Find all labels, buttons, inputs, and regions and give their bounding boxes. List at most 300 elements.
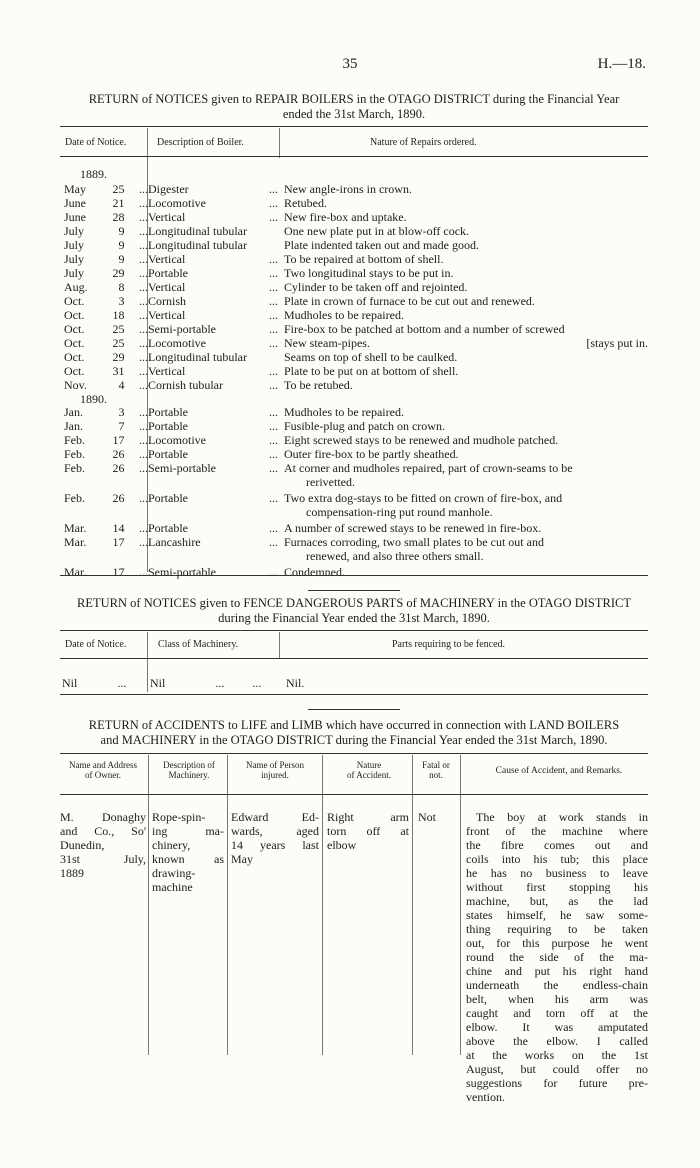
header-line: Description of: [163, 760, 215, 770]
rule-header: [60, 156, 648, 157]
repair-row: [64, 405, 648, 419]
ellipsis: ...: [139, 224, 149, 238]
ellipsis: ...: [117, 676, 127, 690]
text-line: and Co., So': [60, 824, 146, 838]
repair-text: Furnaces corroding, two small plates to be cut out and: [284, 535, 544, 549]
boiler-type: Vertical: [148, 252, 186, 266]
year-1890: 1890.: [80, 392, 107, 406]
text-line: drawing-: [152, 866, 196, 880]
repair-text: Eight screwed stays to be renewed and mudhole patched.: [284, 433, 559, 447]
notice-day: 3: [118, 294, 125, 308]
notice-day: 14: [112, 521, 125, 535]
boiler-type: Vertical: [148, 210, 186, 224]
ellipsis: ...: [269, 294, 278, 308]
notice-month: Feb.: [64, 491, 85, 505]
header-line: injured.: [261, 770, 289, 780]
repair-ordered: [280, 336, 648, 350]
boiler-type: Portable: [148, 266, 188, 280]
col-divider: [147, 632, 148, 692]
repair-row: [64, 433, 648, 447]
header-line: Machinery.: [168, 770, 210, 780]
repair-ordered: [280, 364, 648, 378]
section-separator: [308, 709, 400, 710]
notice-date: [64, 405, 148, 419]
boiler-description: [148, 196, 280, 210]
notice-date: [64, 461, 148, 489]
repair-row: [64, 294, 648, 308]
repair-ordered: [280, 521, 648, 535]
notice-date: [64, 565, 148, 579]
text-line: known as: [152, 852, 224, 866]
repair-ordered: [280, 491, 648, 519]
col-nature-header: Nature of Repairs ordered.: [370, 137, 477, 148]
ellipsis: ...: [139, 419, 149, 433]
repair-ordered: [280, 294, 648, 308]
notice-date: [64, 521, 148, 535]
boiler-type: Longitudinal tubular: [148, 350, 247, 364]
fence-col-class-header: Class of Machinery.: [158, 639, 239, 650]
repair-row: [64, 419, 648, 433]
text-line: states himself, he saw some-: [466, 908, 648, 922]
notice-date: [64, 491, 148, 519]
repair-ordered: [280, 322, 648, 336]
boiler-description: [148, 364, 280, 378]
acc-nature: [327, 810, 409, 852]
repair-ordered: [280, 266, 648, 280]
notice-month: Feb.: [64, 447, 85, 461]
repair-continuation: compensation-ring put round manhole.: [306, 505, 493, 519]
repair-continuation: renewed, and also three others small.: [306, 549, 484, 563]
notice-month: Jan.: [64, 419, 83, 433]
repair-text: Two longitudinal stays to be put in.: [284, 266, 454, 280]
col-desc-header: Description of Boiler.: [157, 137, 244, 148]
fence-parts: Nil.: [286, 676, 305, 690]
text-line: wards, aged: [231, 824, 319, 838]
ellipsis: ...: [139, 196, 149, 210]
col-divider: [227, 755, 228, 1055]
repair-text: Plate to be put on at bottom of shell.: [284, 364, 459, 378]
repair-row: [64, 521, 648, 535]
repair-title-line1: RETURN of NOTICES given to REPAIR BOILERS in the OTAGO DISTRICT during the Financial Year: [88, 92, 620, 106]
repair-table-body: [64, 167, 648, 579]
ellipsis: ...: [139, 447, 149, 461]
boiler-type: Digester: [148, 182, 189, 196]
notice-day: 28: [112, 210, 125, 224]
repair-ordered: [280, 210, 648, 224]
notice-day: 18: [112, 308, 125, 322]
repair-ordered: [280, 224, 648, 238]
boiler-description: [148, 224, 280, 238]
notice-month: July: [64, 224, 85, 238]
header-line: of Owner.: [85, 770, 121, 780]
text-line: The boy at work stands in: [476, 810, 648, 824]
notice-day: 21: [112, 196, 125, 210]
text-line: M. Donaghy: [60, 810, 146, 824]
repair-text: New steam-pipes.: [284, 336, 370, 350]
repair-row: [64, 378, 648, 392]
repair-text: Mudholes to be repaired.: [284, 308, 404, 322]
ellipsis: ...: [269, 336, 278, 350]
text-line: front of the machine where: [466, 824, 648, 838]
boiler-type: Semi-portable: [148, 461, 216, 475]
repair-text: Fusible-plug and patch on crown.: [284, 419, 445, 433]
repair-row: [64, 461, 648, 489]
notice-day: 9: [118, 252, 125, 266]
notice-day: 29: [112, 350, 125, 364]
ellipsis: ...: [139, 405, 149, 419]
text-line: Right arm: [327, 810, 409, 824]
boiler-type: Vertical: [148, 364, 186, 378]
boiler-description: [148, 447, 280, 461]
ellipsis: ...: [269, 182, 278, 196]
repair-row: [64, 350, 648, 364]
repair-row: [64, 252, 648, 266]
col-divider: [412, 755, 413, 1055]
repair-row: [64, 224, 648, 238]
fence-title-line2: during the Financial Year ended the 31st March, 1890.: [218, 611, 490, 625]
text-line: round the side of the ma-: [466, 950, 648, 964]
notice-day: 9: [118, 238, 125, 252]
notice-month: July: [64, 252, 85, 266]
repair-text: To be repaired at bottom of shell.: [284, 252, 444, 266]
notice-month: Jan.: [64, 405, 83, 419]
ellipsis: ...: [139, 182, 149, 196]
repair-text: At corner and mudholes repaired, part of crown-seams to be: [284, 461, 573, 475]
header-line: not.: [429, 770, 443, 780]
ellipsis: ...: [139, 433, 149, 447]
notice-date: [64, 308, 148, 322]
header-line: Fatal or: [422, 760, 450, 770]
notice-date: [64, 419, 148, 433]
notice-date: [64, 238, 148, 252]
accident-title-line1: RETURN of ACCIDENTS to LIFE and LIMB which have occurred in connection with LAND BOILERS: [88, 718, 620, 732]
repair-text: Plate indented taken out and made good.: [284, 238, 479, 252]
repair-row: [64, 322, 648, 336]
boiler-type: Locomotive: [148, 196, 206, 210]
accident-title-line2: and MACHINERY in the OTAGO DISTRICT during the Financial Year ended the 31st March, 1890.: [100, 733, 608, 747]
notice-date: [64, 182, 148, 196]
notice-month: Nov.: [64, 378, 87, 392]
notice-day: 3: [118, 405, 125, 419]
acc-cause: [466, 810, 648, 1104]
notice-date: [64, 433, 148, 447]
notice-day: 17: [112, 433, 125, 447]
ellipsis: ...: [269, 266, 278, 280]
notice-day: 26: [112, 491, 125, 505]
ellipsis: ...: [139, 378, 149, 392]
boiler-type: Semi-portable: [148, 322, 216, 336]
notice-date: [64, 378, 148, 392]
repair-row: [64, 565, 648, 579]
ellipsis: ...: [139, 350, 149, 364]
ellipsis: ...: [139, 491, 149, 505]
boiler-type: Vertical: [148, 280, 186, 294]
boiler-type: Portable: [148, 491, 188, 505]
boiler-type: Portable: [148, 521, 188, 535]
repair-ordered: [280, 280, 648, 294]
text-line: vention.: [466, 1090, 505, 1104]
notice-month: Oct.: [64, 322, 85, 336]
fence-class-cell: [150, 676, 261, 691]
repair-row: [64, 491, 648, 519]
repair-ordered: [280, 433, 648, 447]
notice-month: Feb.: [64, 461, 85, 475]
ellipsis: ...: [139, 238, 149, 252]
text-line: machine, but, as the lad: [466, 894, 648, 908]
boiler-type: Portable: [148, 405, 188, 419]
boiler-description: [148, 491, 280, 519]
text-line: above the elbow. I called: [466, 1034, 648, 1048]
repair-ordered: [280, 447, 648, 461]
ellipsis: ...: [139, 521, 149, 535]
repair-ordered: [280, 405, 648, 419]
ellipsis: ...: [269, 280, 278, 294]
page-number: 35: [342, 56, 358, 72]
rule-header: [60, 658, 648, 659]
notice-day: 7: [118, 419, 125, 433]
text-line: machine: [152, 880, 193, 894]
repair-tail: [stays put in.: [586, 336, 648, 350]
ellipsis: ...: [269, 308, 278, 322]
header-line: Name and Address: [69, 760, 137, 770]
boiler-description: [148, 308, 280, 322]
acc-col-nature-header: [324, 760, 414, 780]
boiler-description: [148, 336, 280, 350]
notice-month: Oct.: [64, 294, 85, 308]
repair-text: Mudholes to be repaired.: [284, 405, 404, 419]
text-line: without first stopping his: [466, 880, 648, 894]
fence-col-date-header: Date of Notice.: [65, 639, 127, 650]
boiler-type: Portable: [148, 447, 188, 461]
notice-month: Mar.: [64, 521, 87, 535]
repair-ordered: [280, 196, 648, 210]
notice-month: Oct.: [64, 336, 85, 350]
ellipsis: ...: [269, 535, 278, 549]
repair-ordered: [280, 535, 648, 563]
acc-fatal: Not: [418, 810, 436, 824]
repair-text: Condemned.: [284, 565, 345, 579]
fence-col-parts-header: Parts requiring to be fenced.: [392, 639, 506, 650]
notice-day: 29: [112, 266, 125, 280]
boiler-description: [148, 565, 280, 579]
text-line: Dunedin,: [60, 838, 105, 852]
text-line: 31st July,: [60, 852, 146, 866]
text-line: 1889: [60, 866, 84, 880]
notice-month: May: [64, 182, 86, 196]
repair-row: [64, 280, 648, 294]
acc-person: [231, 810, 319, 866]
ellipsis: ...: [139, 322, 149, 336]
ellipsis: ...: [269, 433, 278, 447]
text-line: 14 years last: [231, 838, 319, 852]
notice-date: [64, 350, 148, 364]
notice-day: 25: [112, 182, 125, 196]
boiler-type: Cornish: [148, 294, 187, 308]
col-divider: [279, 632, 280, 658]
acc-col-cause-header: Cause of Accident, and Remarks.: [495, 766, 623, 776]
fence-class: Nil: [150, 676, 166, 690]
repair-row: [64, 336, 648, 350]
notice-month: July: [64, 238, 85, 252]
ellipsis: ...: [139, 535, 149, 549]
col-date-header: Date of Notice.: [65, 137, 127, 148]
ellipsis: ...: [269, 565, 278, 579]
repair-ordered: [280, 182, 648, 196]
repair-text: Seams on top of shell to be caulked.: [284, 350, 458, 364]
boiler-type: Semi-portable: [148, 565, 216, 579]
acc-col-machinery-header: [150, 760, 228, 780]
ellipsis: ...: [139, 210, 149, 224]
repair-text: Retubed.: [284, 196, 327, 210]
notice-date: [64, 336, 148, 350]
notice-month: Mar.: [64, 535, 87, 549]
repair-text: Fire-box to be patched at bottom and a number of screwed: [284, 322, 565, 336]
notice-month: Oct.: [64, 350, 85, 364]
notice-month: Aug.: [64, 280, 88, 294]
boiler-description: [148, 210, 280, 224]
notice-date: [64, 322, 148, 336]
repair-ordered: [280, 378, 648, 392]
ellipsis: ...: [215, 676, 225, 690]
boiler-description: [148, 322, 280, 336]
repair-text: Two extra dog-stays to be fitted on crown of fire-box, and: [284, 491, 563, 505]
acc-col-person-header: [228, 760, 322, 780]
boiler-description: [148, 521, 280, 535]
rule-top: [60, 753, 648, 754]
notice-month: Oct.: [64, 364, 85, 378]
rule-bottom: [60, 575, 648, 576]
repair-row: [64, 238, 648, 252]
notice-day: 9: [118, 224, 125, 238]
text-line: torn off at: [327, 824, 409, 838]
col-divider: [148, 755, 149, 1055]
rule-top: [60, 630, 648, 631]
boiler-description: [148, 433, 280, 447]
header-line: of Accident.: [347, 770, 391, 780]
text-line: underneath the endless-chain: [466, 978, 648, 992]
text-line: at the works on the 1st: [466, 1048, 648, 1062]
text-line: out, for this purpose he went: [466, 936, 648, 950]
notice-date: [64, 364, 148, 378]
section-separator: [308, 590, 400, 591]
notice-day: 8: [118, 280, 125, 294]
repair-title-line2: ended the 31st March, 1890.: [282, 107, 426, 121]
text-line: the fibre comes out and: [466, 838, 648, 852]
fence-title-line1: RETURN of NOTICES given to FENCE DANGEROUS PARTS of MACHINERY in the OTAGO DISTRICT: [77, 596, 631, 610]
boiler-type: Locomotive: [148, 433, 206, 447]
notice-date: [64, 535, 148, 563]
notice-month: July: [64, 266, 85, 280]
repair-row: [64, 447, 648, 461]
ellipsis: ...: [269, 405, 278, 419]
ellipsis: ...: [269, 419, 278, 433]
repair-row: [64, 364, 648, 378]
notice-month: June: [64, 210, 86, 224]
boiler-type: Portable: [148, 419, 188, 433]
repair-row: [64, 182, 648, 196]
text-line: he has no business to leave: [466, 866, 648, 880]
repair-text: One new plate put in at blow-off cock.: [284, 224, 470, 238]
text-line: suggestions for future pre-: [466, 1076, 648, 1090]
boiler-description: [148, 378, 280, 392]
repair-row: [64, 308, 648, 322]
boiler-description: [148, 238, 280, 252]
notice-day: 25: [112, 336, 125, 350]
notice-day: 25: [112, 322, 125, 336]
notice-date: [64, 224, 148, 238]
col-divider: [460, 755, 461, 1055]
boiler-type: Locomotive: [148, 336, 206, 350]
rule-top: [60, 126, 648, 127]
header-line: Name of Person: [246, 760, 304, 770]
ellipsis: ...: [139, 308, 149, 322]
repair-text: To be retubed.: [284, 378, 353, 392]
acc-machinery: [152, 810, 224, 894]
repair-ordered: [280, 238, 648, 252]
ellipsis: ...: [139, 336, 149, 350]
boiler-description: [148, 182, 280, 196]
repair-text: New angle-irons in crown.: [284, 182, 412, 196]
text-line: chinery,: [152, 838, 191, 852]
text-line: August, but could offer no: [466, 1062, 648, 1076]
fence-date-cell: [62, 676, 126, 691]
boiler-description: [148, 294, 280, 308]
text-line: May: [231, 852, 253, 866]
repair-text: Outer fire-box to be partly sheathed.: [284, 447, 459, 461]
repair-ordered: [280, 308, 648, 322]
boiler-type: Longitudinal tubular: [148, 224, 247, 238]
repair-row: [64, 210, 648, 224]
ellipsis: ...: [252, 676, 262, 690]
ellipsis: ...: [269, 461, 278, 475]
text-line: Edward Ed-: [231, 810, 319, 824]
text-line: chine and put his right hand: [466, 964, 648, 978]
fence-return-title: [60, 596, 648, 626]
repair-continuation: rerivetted.: [306, 475, 355, 489]
boiler-type: Cornish tubular: [148, 378, 223, 392]
ellipsis: ...: [139, 294, 149, 308]
acc-col-fatal-header: [412, 760, 460, 780]
acc-col-owner-header: [58, 760, 148, 780]
text-line: caught and torn off at the: [466, 1006, 648, 1020]
repair-ordered: [280, 565, 648, 579]
text-line: ing ma-: [152, 824, 224, 838]
notice-day: 26: [112, 461, 125, 475]
repair-row: [64, 196, 648, 210]
repair-ordered: [280, 350, 648, 364]
acc-owner: [60, 810, 146, 880]
notice-month: Mar.: [64, 565, 87, 579]
header-line: Nature: [356, 760, 382, 770]
ellipsis: ...: [139, 461, 149, 475]
repair-text: Plate in crown of furnace to be cut out and renewed.: [284, 294, 535, 308]
repair-text: A number of screwed stays to be renewed in fire-box.: [284, 521, 542, 535]
boiler-type: Vertical: [148, 308, 186, 322]
col-divider: [322, 755, 323, 1055]
repair-ordered: [280, 461, 648, 489]
notice-month: Feb.: [64, 433, 85, 447]
repair-return-title: [60, 92, 648, 122]
ellipsis: ...: [269, 210, 278, 224]
notice-date: [64, 447, 148, 461]
ellipsis: ...: [139, 252, 149, 266]
ellipsis: ...: [139, 280, 149, 294]
text-line: coils into his tub; this place: [466, 852, 648, 866]
notice-date: [64, 294, 148, 308]
repair-text: Cylinder to be taken off and rejointed.: [284, 280, 468, 294]
text-line: Rope-spin-: [152, 810, 206, 824]
fence-date: Nil: [62, 676, 78, 690]
